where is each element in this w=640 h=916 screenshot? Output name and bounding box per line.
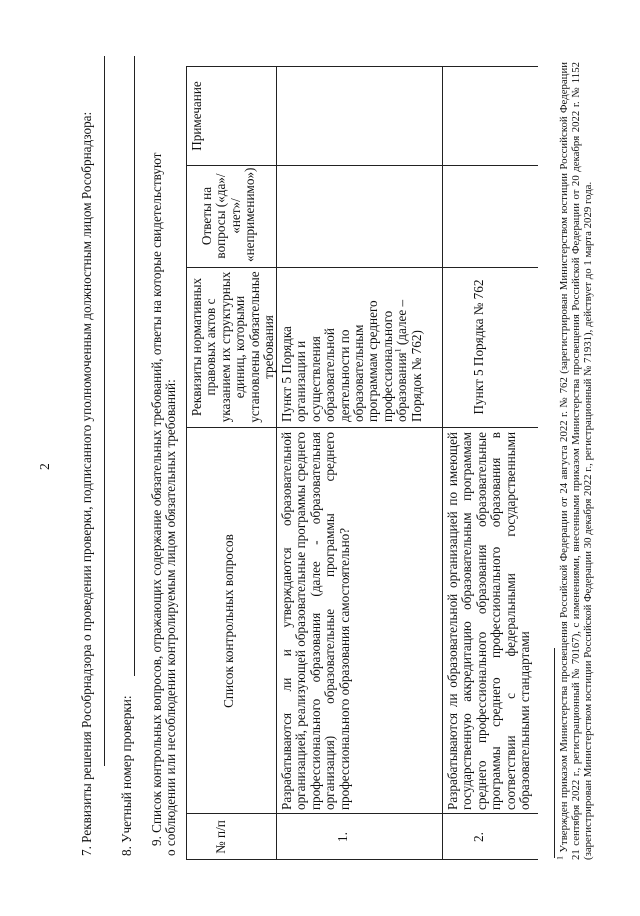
row-1-requisite-tail: (далее – Порядок № 762) [394, 299, 424, 422]
table-row-1-bottom [442, 66, 443, 860]
checklist-table [186, 66, 538, 860]
footnote-mark: 1 [555, 856, 565, 860]
item-9-line-2: о соблюдении или несоблюдении контролируемым лицом обязательных требований: [163, 379, 179, 856]
row-2-question: Разрабатываются ли образовательной организацией по имеющей государственную аккредитацию образовательным программам среднего профессионального образования образовательные программы среднего профессионального образования в соответствии с федеральными государственными образовательными стандартами [445, 432, 533, 810]
table-col-divider-4 [186, 165, 538, 166]
footnote-separator [554, 648, 555, 858]
page-number: 2 [37, 463, 52, 470]
row-2-requisite: Пункт 5 Порядка № 762 [471, 279, 486, 415]
item-7-fill-line [104, 56, 105, 766]
row-1-footnote-mark: 1 [393, 348, 403, 353]
header-answers: Ответы на вопросы («да»/ «нет»/ «неприменимо») [199, 167, 258, 262]
table-left-border [186, 859, 538, 860]
table-col-divider-1 [186, 813, 538, 814]
table-top-border [186, 66, 187, 860]
footnote [555, 61, 595, 860]
table-col-divider-3 [186, 267, 538, 268]
item-8-record-number: 8. Учетный номер проверки: [119, 695, 134, 856]
row-1-requisite-text: Пункт 5 Порядка организации и осуществления образовательной деятельности по образовательным программам среднего профессионального образования [279, 300, 410, 422]
table-right-border [186, 66, 538, 67]
row-1-number: 1. [335, 832, 350, 842]
header-requisites: Реквизиты нормативных правовых актов с указанием их структурных единиц, которыми установлены обязательные требования [189, 271, 277, 423]
row-1-requisite [280, 272, 424, 422]
item-9-intro [149, 58, 179, 856]
header-questions: Список контрольных вопросов [221, 534, 236, 708]
header-note: Примечание [189, 81, 204, 151]
header-number: № п/п [213, 820, 228, 854]
item-7-decision-requisites: 7. Реквизиты решения Рособрнадзора о проведении проверки, подписанного уполномоченным должностным лицом Рособрнадзора: [79, 111, 94, 856]
item-9-line-1: 9. Список контрольных вопросов, отражающих содержание обязательных требований, ответы на которые свидетельствуют [149, 152, 164, 846]
row-2-number: 2. [471, 832, 486, 842]
row-1-question: Разрабатываются ли и утверждаются образовательной организацией, реализующей образовательные программы среднего профессионального образования (далее - образовательная организация) образовательные программы среднего профессионального образования самостоятельно? [279, 432, 352, 810]
table-col-divider-2 [186, 427, 538, 428]
item-8-fill-line [134, 56, 135, 676]
table-header-bottom [276, 66, 277, 860]
footnote-text: Утвержден приказом Министерства просвещения Российской Федерации от 24 августа 2022 г. № 762 (зарегистрирован Министерством юстиции Российской Федерации 21 сентября 2022 г., регистрационный № 70167), с изменениями, внесенными приказом Министерства просвещения Российской Федерации от 20 декабря 2022 г. № 1152 (зарегистрирован Министерством юстиции Российской Федерации 30 декабря 2022 г., регистрационный № 71931), действует до 1 марта 2029 года. [558, 61, 595, 860]
